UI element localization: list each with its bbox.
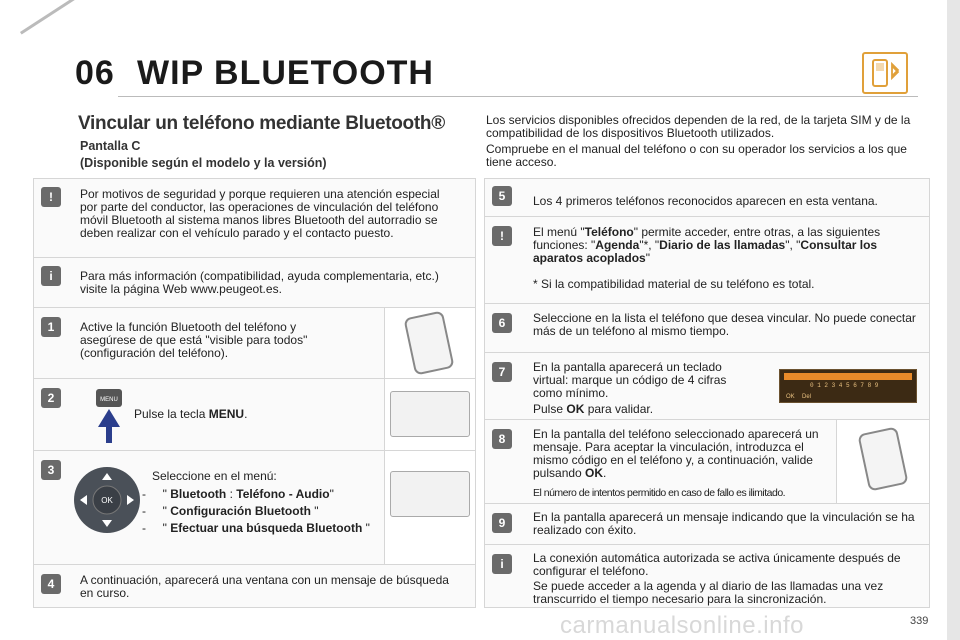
- chapter-title: WIP BLUETOOTH: [137, 54, 434, 92]
- step-5-text: Los 4 primeros teléfonos reconocidos aparecen en esta ventana.: [533, 194, 878, 208]
- step-9-row: [485, 504, 929, 545]
- availability-note: (Disponible según el modelo y la versión): [80, 156, 327, 170]
- step-4-row: [34, 565, 475, 608]
- step-7-validate: Pulse OK para validar.: [533, 402, 654, 416]
- watermark: carmanualsonline.info: [560, 612, 804, 639]
- step-2-illustration: [384, 379, 475, 450]
- svg-text:OK: OK: [101, 496, 113, 505]
- header-diagonal-line: [20, 0, 122, 35]
- step-1-illustration: [384, 308, 475, 378]
- info-badge: i: [492, 554, 512, 574]
- keypad-del: Del: [802, 394, 812, 400]
- step-2-text: Pulse la tecla MENU.: [134, 407, 248, 421]
- step-9-text: En la pantalla aparecerá un mensaje indicando que la vinculación se ha realizado con éxito.: [533, 510, 915, 537]
- intro-paragraph-2: Compruebe en el manual del teléfono o con su operador los servicios a los que tiene acceso.: [486, 142, 907, 169]
- info-badge: i: [41, 266, 61, 286]
- phone-icon: [403, 310, 454, 375]
- info-row: [34, 258, 475, 308]
- keypad-header-bar: [784, 373, 912, 380]
- page-number: 339: [910, 615, 929, 627]
- step-8-row: [485, 420, 929, 504]
- step-4-badge: 4: [41, 574, 61, 594]
- radio-unit-icon: [390, 391, 470, 437]
- step-5-badge: 5: [492, 186, 512, 206]
- ok-dpad-icon: [74, 467, 140, 533]
- step-3-intro: Seleccione en el menú:: [152, 469, 277, 483]
- connection-info-row: [485, 545, 929, 608]
- step-8-illustration: [836, 420, 929, 503]
- menu-key-icon: [94, 387, 124, 443]
- screen-label: Pantalla C: [80, 139, 141, 153]
- keypad-digits: 0 1 2 3 4 5 6 7 8 9: [810, 382, 879, 389]
- step-8-note: El número de intentos permitido en caso de fallo es ilimitado.: [533, 487, 786, 499]
- step-7-row: [485, 353, 929, 420]
- left-steps-panel: [33, 178, 476, 608]
- connection-info-1: La conexión automática autorizada se activa únicamente después de configurar el teléfono.: [533, 551, 901, 578]
- step-7-text: En la pantalla aparecerá un teclado virtual: marque un código de 4 cifras como mínimo.: [533, 360, 727, 400]
- step-6-row: [485, 304, 929, 353]
- step-3-badge: 3: [41, 460, 61, 480]
- keypad-ok: OK: [786, 394, 795, 400]
- step-1-text: Active la función Bluetooth del teléfono y asegúrese de que está "visible para todos" (configuración del teléfono).: [80, 320, 308, 360]
- virtual-keypad-screen: [779, 369, 917, 403]
- step-3-illustration: [384, 451, 475, 564]
- radio-unit-icon: [390, 471, 470, 517]
- step-8-text: En la pantalla del teléfono seleccionado aparecerá un mensaje. Para aceptar la vinculación, introduzca el mismo código en el teléfono y, a continuación, valide pulsando OK.: [533, 427, 819, 480]
- warning-badge: !: [41, 187, 61, 207]
- step-4-text: A continuación, aparecerá una ventana con un mensaje de búsqueda en curso.: [80, 573, 449, 600]
- step-1-row: [34, 308, 475, 379]
- connection-info-2: Se puede acceder a la agenda y al diario de las llamadas una vez transcurrido el tiempo necesario para la sincronización.: [533, 579, 884, 606]
- warning-badge: !: [492, 226, 512, 246]
- bluetooth-phone-icon: [862, 52, 908, 94]
- step-2-badge: 2: [41, 388, 61, 408]
- step-9-badge: 9: [492, 513, 512, 533]
- chapter-number: 06: [75, 54, 115, 92]
- step-1-badge: 1: [41, 317, 61, 337]
- step-3-item-1: - " Bluetooth : Teléfono - Audio": [142, 487, 334, 501]
- step-6-text: Seleccione en la lista el teléfono que desea vincular. No puede conectar más de un teléfono al mismo tiempo.: [533, 311, 916, 338]
- phone-menu-text: El menú "Teléfono" permite acceder, entre otras, a las siguientes funciones: "Agenda"*, "Diario de las llamadas", "Consultar los aparatos acoplados": [533, 225, 881, 265]
- phone-menu-warning-row: [485, 217, 929, 304]
- header-rule: [118, 96, 918, 97]
- safety-warning-text: Por motivos de seguridad y porque requieren una atención especial por parte del conductor, las operaciones de vinculación del teléfono móvil Bluetooth al sistema manos libres Bluetooth del autorradio se deben realizar con el vehículo parado y el contacto puesto.: [80, 187, 440, 240]
- phone-icon: [857, 426, 908, 491]
- step-8-badge: 8: [492, 429, 512, 449]
- step-3-row: [34, 451, 475, 565]
- safety-warning-row: [34, 179, 475, 258]
- step-5-row: [485, 179, 929, 217]
- intro-paragraph-1: Los servicios disponibles ofrecidos dependen de la red, de la tarjeta SIM y de la compatibilidad de los dispositivos Bluetooth utilizados.: [486, 113, 911, 140]
- step-7-badge: 7: [492, 362, 512, 382]
- info-text: Para más información (compatibilidad, ayuda complementaria, etc.) visite la página Web www.peugeot.es.: [80, 269, 439, 296]
- right-steps-panel: [484, 178, 930, 608]
- step-3-item-3: - " Efectuar una búsqueda Bluetooth ": [142, 521, 370, 535]
- svg-text:MENU: MENU: [100, 397, 118, 403]
- page-edge-bar: [947, 0, 960, 640]
- step-2-row: [34, 379, 475, 451]
- compatibility-note: * Si la compatibilidad material de su teléfono es total.: [533, 277, 815, 291]
- section-title: Vincular un teléfono mediante Bluetooth®: [78, 113, 445, 134]
- step-6-badge: 6: [492, 313, 512, 333]
- step-3-item-2: - " Configuración Bluetooth ": [142, 504, 319, 518]
